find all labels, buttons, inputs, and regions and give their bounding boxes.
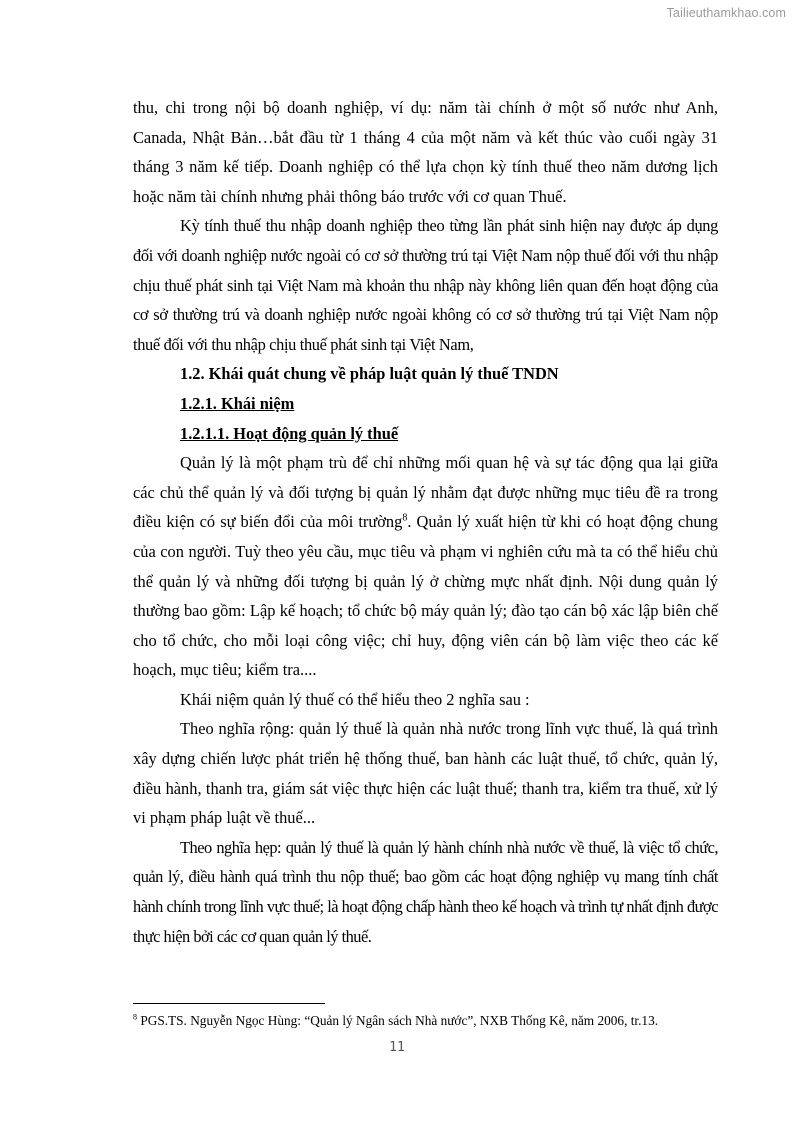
footnote-separator	[133, 1003, 325, 1004]
section-heading-1-2-1: 1.2.1. Khái niệm	[180, 393, 295, 413]
paragraph-tax-year: thu, chi trong nội bộ doanh nghiệp, ví dụ: năm tài chính ở một số nước như Anh, Canada, Nhật Bản…bắt đầu từ 1 tháng 4 của một năm và kết thúc vào cuối ngày 31 tháng 3 năm kế tiếp. Doanh nghiệp có thể lựa chọn kỳ tính thuế theo năm dương lịch hoặc năm tài chính nhưng phải thông báo trước với cơ quan Thuế.	[133, 98, 718, 206]
document-body	[133, 93, 718, 951]
footnote-mark: 8	[133, 1012, 137, 1022]
watermark-text: Tailieuthamkhao.com	[666, 6, 786, 20]
paragraph-two-meanings: Khái niệm quản lý thuế có thể hiểu theo 2 nghĩa sau :	[180, 689, 530, 709]
paragraph-management-text-b: . Quản lý xuất hiện từ khi có hoạt động chung của con người. Tuỳ theo yêu cầu, mục tiêu và phạm vi nghiên cứu mà ta có thể hiểu chủ thể quản lý và những đối tượng bị quản lý ở chừng mực nhất định. Nội dung quản lý thường bao gồm: Lập kế hoạch; tổ chức bộ máy quản lý; đào tạo cán bộ xác lập biên chế cho tổ chức, cho mỗi loại công việc; chỉ huy, động viên cán bộ làm việc theo các kế hoạch, mục tiêu; kiểm tra....	[133, 512, 718, 680]
page-number: 11	[389, 1040, 405, 1055]
paragraph-tax-period-text: Kỳ tính thuế thu nhập doanh nghiệp theo từng lần phát sinh hiện nay được áp dụng đối với doanh nghiệp nước ngoài có cơ sở thường trú tại Việt Nam nộp thuế đối với thu nhập chịu thuế phát sinh tại Việt Nam mà khoản thu nhập này không liên quan đến hoạt động của cơ sở thường trú và doanh nghiệp nước ngoài không có cơ sở thường trú tại Việt Nam nộp thuế đối với thu nhập chịu thuế phát sinh tại Việt Nam,	[133, 216, 718, 354]
section-heading-1-2-1-1: 1.2.1.1. Hoạt động quản lý thuế	[180, 423, 399, 443]
section-heading-1-2: 1.2. Khái quát chung về pháp luật quản lý thuế TNDN	[180, 364, 559, 384]
footnote-reference[interactable]: 8	[402, 512, 408, 524]
footnote-text: PGS.TS. Nguyễn Ngọc Hùng: “Quản lý Ngân sách Nhà nước”, NXB Thống Kê, năm 2006, tr.13.	[137, 1013, 659, 1028]
paragraph-management-definition	[133, 448, 718, 685]
paragraph-management-text-a: Quản lý là một phạm trù để chỉ những mối quan hệ và sự tác động qua lại giữa các chủ thể quản lý và đối tượng bị quản lý nhằm đạt được những mục tiêu đề ra trong điều kiện có sự biến đổi của môi trường	[133, 453, 718, 532]
footnote	[133, 1013, 733, 1029]
paragraph-narrow-meaning-text: Theo nghĩa hẹp: quản lý thuế là quản lý hành chính nhà nước về thuế, là việc tổ chức, quản lý, điều hành quá trình thu nộp thuế; bao gồm các hoạt động nghiệp vụ mang tính chất hành chính trong lĩnh vực thuế; là hoạt động chấp hành theo kế hoạch và trình tự nhất định được thực hiện bởi các cơ quan quản lý thuế.	[133, 837, 718, 946]
paragraph-narrow-meaning	[133, 833, 718, 951]
paragraph-tax-period	[133, 211, 718, 359]
paragraph-broad-meaning: Theo nghĩa rộng: quản lý thuế là quản nhà nước trong lĩnh vực thuế, là quá trình xây dựng chiến lược phát triển hệ thống thuế, ban hành các luật thuế, tổ chức, quản lý, điều hành, thanh tra, giám sát việc thực hiện các luật thuế; thanh tra, kiểm tra thuế, xử lý vi phạm pháp luật về thuế...	[133, 719, 718, 828]
